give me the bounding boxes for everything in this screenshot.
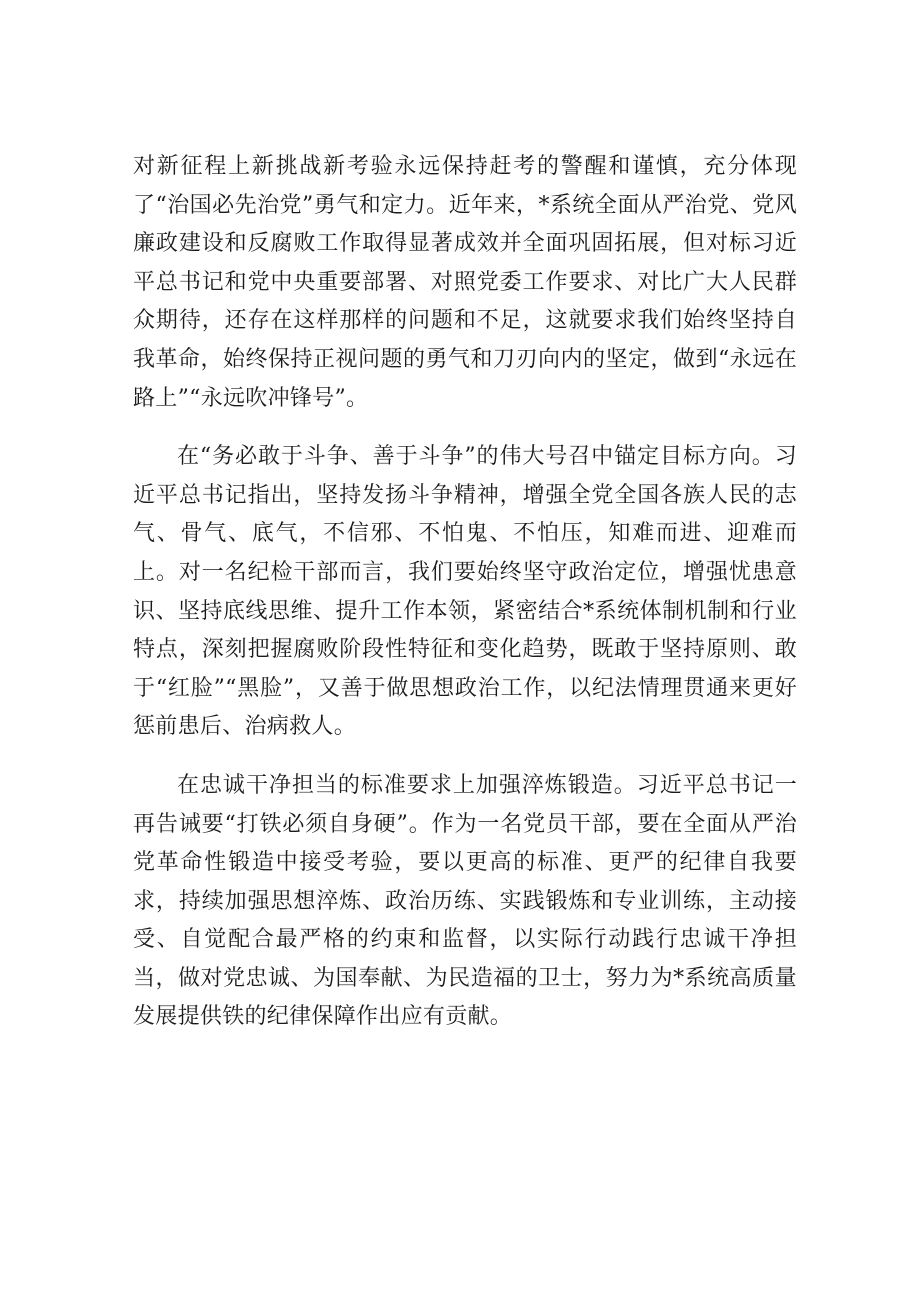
paragraph-fighting-spirit: 在“务必敢于斗争、善于斗争”的伟大号召中锚定目标方向。习近平总书记指出，坚持发扬斗争精神，增强全党全国各族人民的志气、骨气、底气，不信邪、不怕鬼、不怕压，知难而进、迎难而上。对一名纪检干部而言，我们要始终坚守政治定位，增强忧患意识、坚持底线思维、提升工作本领，紧密结合*系统体制机制和行业特点，深刻把握腐败阶段性特征和变化趋势，既敢于坚持原则、敢于“红脸”“黑脸”，又善于做思想政治工作，以纪法情理贯通来更好惩前患后、治病救人。 — [133, 444, 797, 740]
paragraph-continuation: 对新征程上新挑战新考验永远保持赶考的警醒和谨慎，充分体现了“治国必先治党”勇气和定力。近年来，*系统全面从严治党、党风廉政建设和反腐败工作取得显著成效并全面巩固拓展，但对标习近平总书记和党中央重要部署、对照党委工作要求、对比广大人民群众期待，还存在这样那样的问题和不足，这就要求我们始终坚持自我革命，始终保持正视问题的勇气和刀刃向内的坚定，做到“永远在路上”“永远吹冲锋号”。 — [133, 154, 797, 411]
document-body — [133, 148, 797, 1037]
paragraph-loyalty-integrity: 在忠诚干净担当的标准要求上加强淬炼锻造。习近平总书记一再告诫要“打铁必须自身硬”。作为一名党员干部，要在全面从严治党革命性锻造中接受考验，要以更高的标准、更严的纪律自我要求，持续加强思想淬炼、政治历练、实践锻炼和专业训练，主动接受、自觉配合最严格的约束和监督，以实际行动践行忠诚干净担当，做对党忠诚、为国奉献、为民造福的卫士，努力为*系统高质量发展提供铁的纪律保障作出应有贡献。 — [133, 772, 797, 1030]
